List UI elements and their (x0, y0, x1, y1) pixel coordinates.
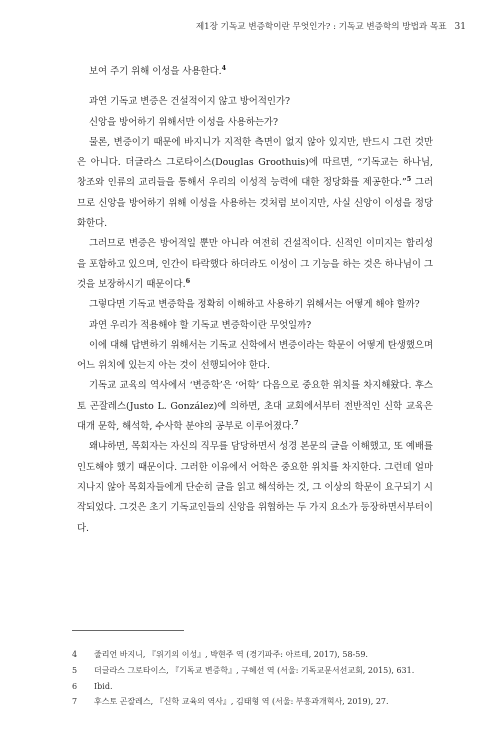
footnote-number: 4 (72, 650, 78, 659)
main-text (77, 62, 433, 539)
footnote-number: 6 (72, 681, 78, 691)
footnote-divider (72, 630, 184, 631)
page-number: 31 (454, 22, 466, 32)
footnote-ref[interactable]: 4 (221, 63, 227, 72)
footnote-text: 후스토 곤잘레스, 『신학 교육의 역사』, 김태형 역 (서울: 부흥과개혁사, 2019), 27. (94, 697, 389, 707)
paragraph: 왜냐하면, 목회자는 자신의 직무를 담당하면서 성경 본문의 글을 이해했고, 또 예배를 인도해야 했기 때문이다. 그러한 이유에서 어학은 중요한 위치를 차지한다. 그런데 얼마 지나지 않아 목회자들에게 단순히 글을 읽고 해석하는 것, 그 이상의 학문이 요구되기 시작되었다. 그것은 초기 기독교인들의 신앙을 위협하는 두 가지 요소가 등장하면서부터이다. (77, 441, 433, 534)
footnote-number: 5 (72, 665, 78, 675)
footnote-ref[interactable]: 5 (406, 175, 412, 184)
paragraph: 기독교 교육의 역사에서 ‘변증학’은 ‘어학’ 다음으로 중요한 위치를 차지해왔다. 후스토 곤잘레스(Justo L. González)에 의하면, 초대 교회에서부터 전반적인 신학 교육은 대개 문학, 해석학, 수사학 분야의 공부로 이루어졌다.$^7$ (77, 380, 433, 433)
footnote (72, 679, 442, 695)
footnote-ref[interactable]: 7 (294, 418, 299, 427)
footnotes (72, 647, 442, 710)
footnote (72, 663, 442, 679)
paragraph: 그러므로 변증은 방어적일 뿐만 아니라 여전히 건설적이다. 신적인 이미지는 합리성을 포함하고 있으며, 인간이 타락했다 하더라도 이성이 그 기능을 하는 것은 하나님이 그것을 보장하시기 때문이다.$^6$ (77, 238, 433, 290)
running-header (0, 20, 466, 32)
paragraph: 과연 기독교 변증은 건설적이지 않고 방어적인가? (89, 96, 291, 108)
footnote-text: 더글라스 그로타이스, 『기독교 변증학』, 구혜선 역 (서울: 기독교문서선교회, 2015), 631. (94, 665, 415, 675)
footnote (72, 647, 442, 663)
paragraph: 그렇다면 기독교 변증학을 정확히 이해하고 사용하기 위해서는 어떻게 해야 할까? (89, 299, 420, 311)
footnote-text: Ibid. (94, 681, 113, 691)
footnote-text: 줄리언 바지니, 『위기의 이성』, 박현주 역 (경기파주: 아르테, 2017), 58-59. (94, 650, 368, 659)
paragraph: 신앙을 방어하기 위해서만 이성을 사용하는가? (89, 116, 279, 128)
footnote (72, 694, 442, 710)
footnote-number: 7 (72, 697, 78, 707)
paragraph: 이에 대해 답변하기 위해서는 기독교 신학에서 변증이라는 학문이 어떻게 탄생했으며 어느 위치에 있는지 아는 것이 선행되어야 한다. (77, 339, 433, 372)
chapter-title: 제1장 기독교 변증학이란 무엇인가? : 기독교 변증학의 방법과 목표 (195, 22, 447, 32)
paragraph: 물론, 변증이기 때문에 바지니가 지적한 측면이 없지 않아 있지만, 반드시 그런 것만은 아니다. 더글라스 그로타이스(Douglas Groothuis)에 따르면, “기독교는 하나님, 창조와 인류의 교리들을 통해서 우리의 이성적 능력에 대한 정당화를 제공한다.”$^5$ 그러므로 신앙을 방어하기 위해 이성을 사용하는 것처럼 보이지만, 사실 신앙이 이성을 정당화한다. (77, 136, 434, 230)
paragraph: 과연 우리가 적용해야 할 기독교 변증학이란 무엇일까? (89, 319, 312, 331)
footnote-ref[interactable]: 6 (185, 276, 191, 285)
paragraph: 보여 주기 위해 이성을 사용한다.$^4$ (89, 63, 227, 77)
